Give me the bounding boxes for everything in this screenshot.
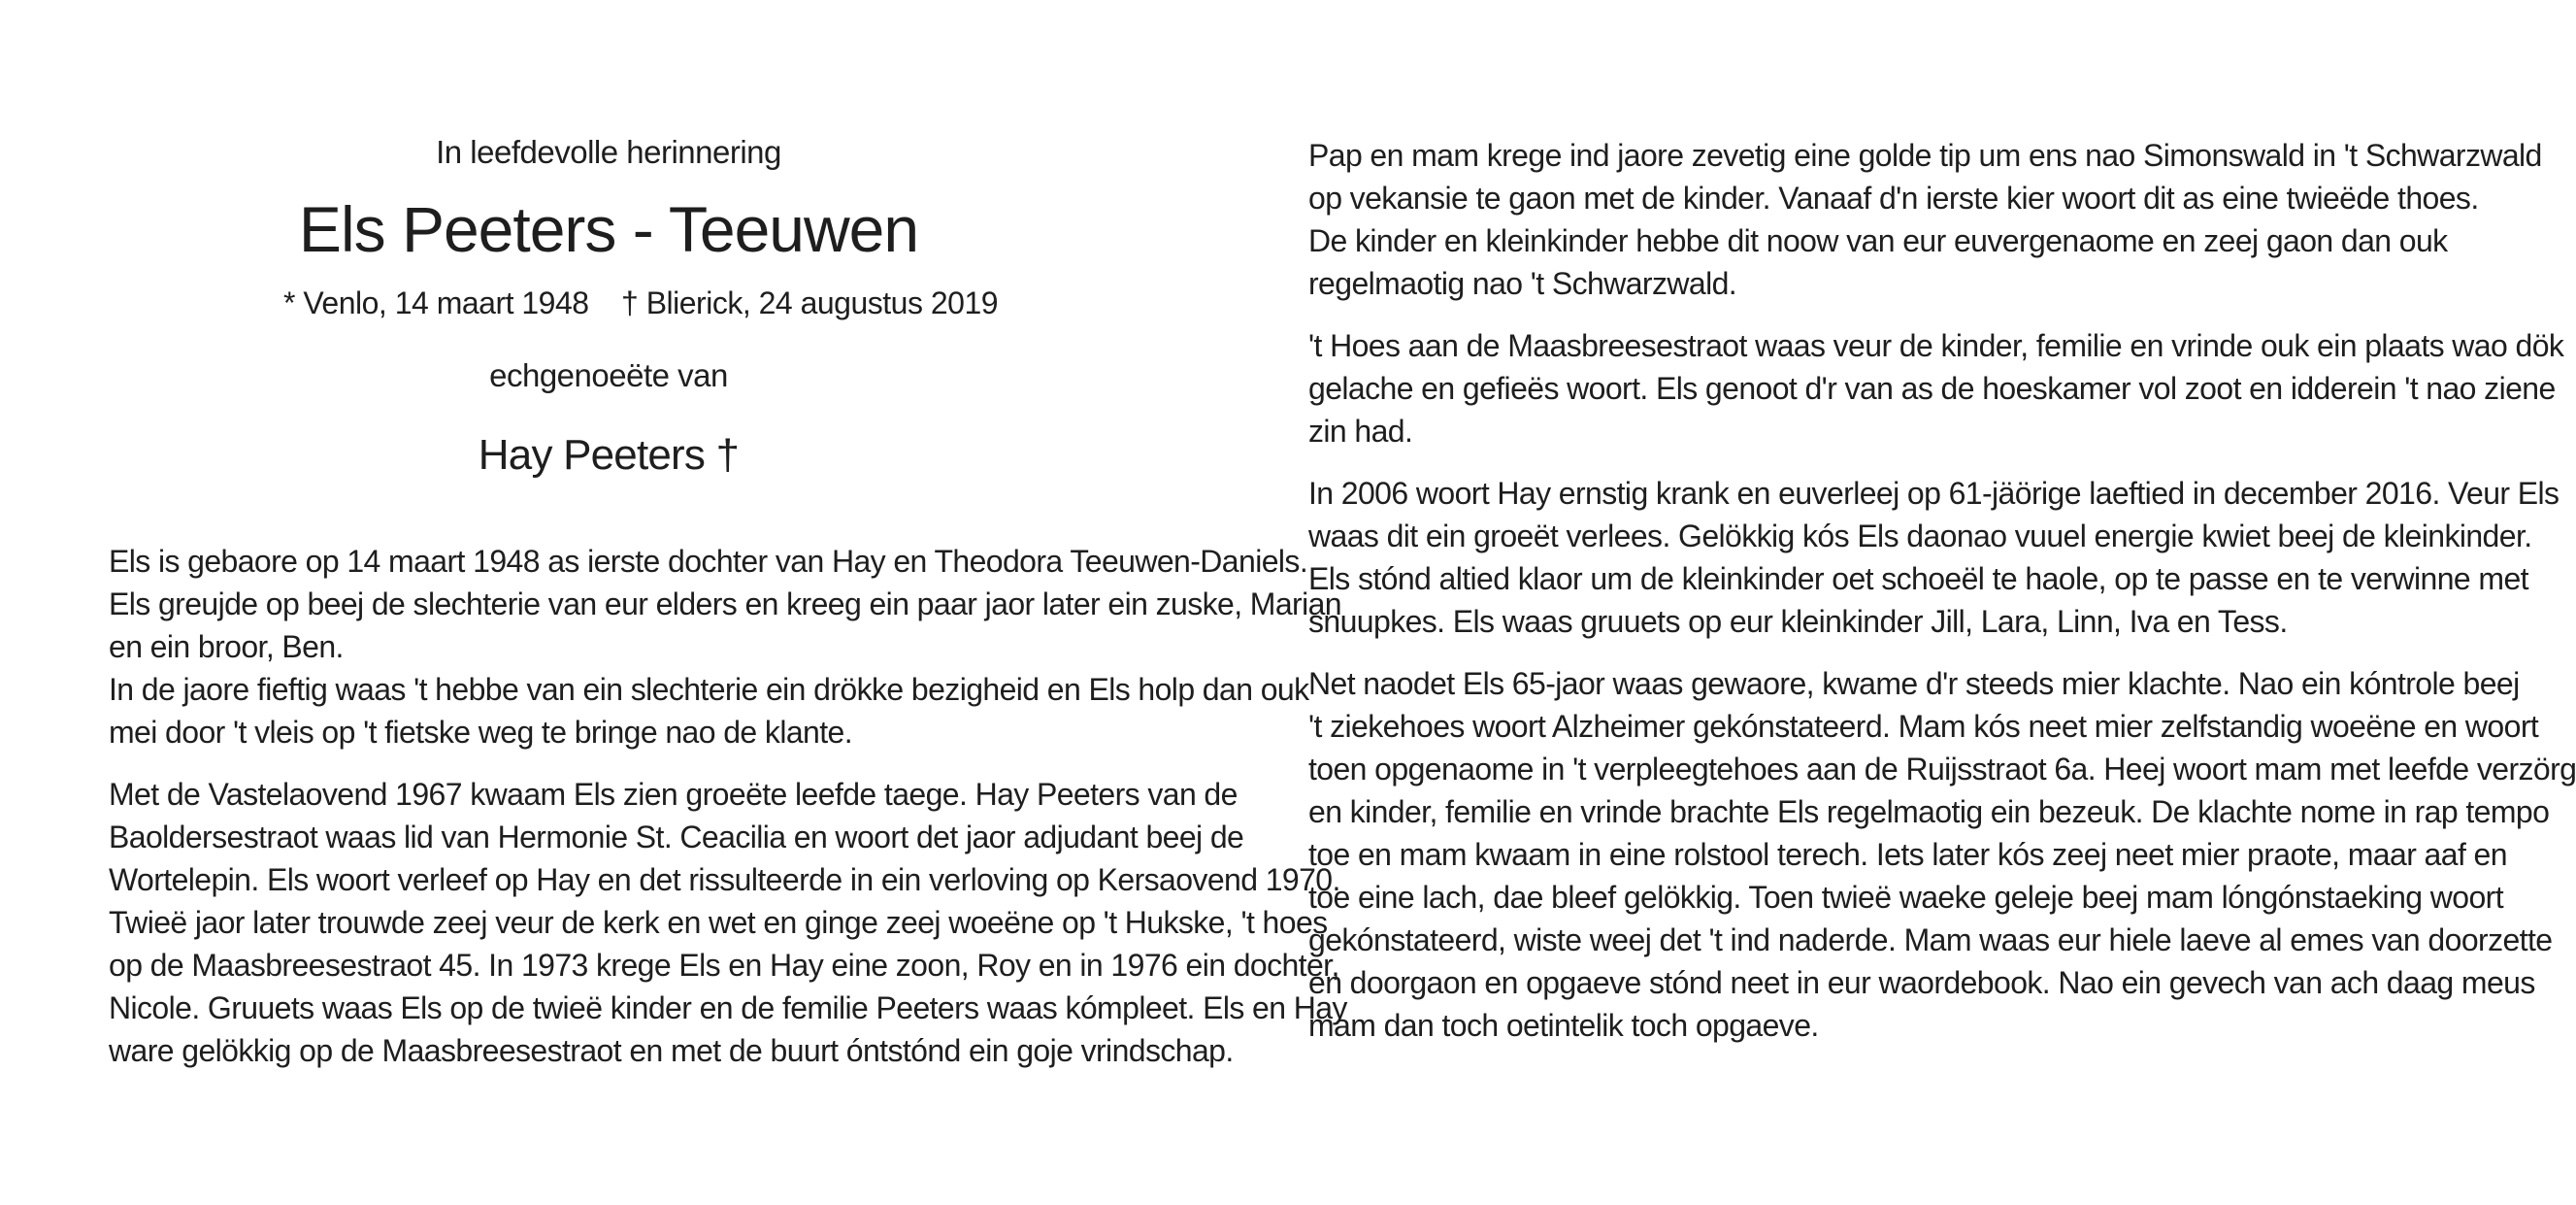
- text-line: Els greujde op beej de slechterie van eur elders en kreeg ein paar jaor later ein zuske, Marian: [109, 586, 1341, 621]
- text-line: toe en mam kwaam in eine rolstool terech. Iets later kós zeej neet mier praote, maar aaf en: [1308, 837, 2507, 872]
- text-line: 't ziekehoes woort Alzheimer gekónstateerd. Mam kós neet mier zelfstandig woeëne en woort: [1308, 709, 2539, 744]
- intro-line: In leefdevolle herinnering: [436, 134, 781, 170]
- paragraph: [1308, 472, 2559, 643]
- spouse-intro: echgenoeëte van: [489, 357, 728, 393]
- paragraph: [1308, 134, 2542, 305]
- text-line: In 2006 woort Hay ernstig krank en euverleej op 61-jäörige laeftied in december 2016. Veur Els: [1308, 476, 2559, 511]
- text-line: Els stónd altied klaor um de kleinkinder oet schoeël te haole, op te passe en te verwinne met: [1308, 561, 2528, 596]
- text-line: op de Maasbreesestraot 45. In 1973 krege Els en Hay eine zoon, Roy en in 1976 ein dochter,: [109, 948, 1339, 983]
- text-line: mei door 't vleis op 't fietske weg te bringe nao de klante.: [109, 715, 853, 750]
- text-line: Net naodet Els 65-jaor waas gewaore, kwame d'r steeds mier klachte. Nao ein kóntrole beej: [1308, 666, 2520, 701]
- text-line: en doorgaon en opgaeve stónd neet in eur waordebook. Nao ein gevech van ach daag meus: [1308, 965, 2535, 1000]
- text-line: snuupkes. Els waas gruuets op eur kleinkinder Jill, Lara, Linn, Iva en Tess.: [1308, 604, 2288, 639]
- text-line: Twieë jaor later trouwde zeej veur de kerk en wet en ginge zeej woeëne op 't Hukske, 't hoes: [109, 905, 1328, 940]
- text-line: gelache en gefieës woort. Els genoot d'r van as de hoeskamer vol zoot en idderein 't nao ziene: [1308, 371, 2556, 406]
- text-line: Pap en mam krege ind jaore zevetig eine golde tip um ens nao Simonswald in 't Schwarzwald: [1308, 138, 2542, 173]
- paragraph: [1308, 662, 2576, 1047]
- paragraph: [109, 540, 1341, 753]
- birth-date: * Venlo, 14 maart 1948: [283, 285, 589, 320]
- text-line: ware gelökkig op de Maasbreesestraot en met de buurt óntstónd ein goje vrindschap.: [109, 1033, 1234, 1068]
- deceased-name: Els Peeters - Teeuwen: [298, 193, 919, 265]
- text-line: regelmaotig nao 't Schwarzwald.: [1308, 266, 1737, 301]
- text-line: toe eine lach, dae bleef gelökkig. Toen twieë waeke geleje beej mam lóngónstaeking woort: [1308, 880, 2503, 915]
- text-line: Wortelepin. Els woort verleef op Hay en det rissulteerde in ein verloving op Kersaovend 1970.: [109, 862, 1340, 897]
- death-date: † Blierick, 24 augustus 2019: [621, 285, 999, 320]
- left-column-text: [109, 540, 1347, 1091]
- text-line: Nicole. Gruuets waas Els op de twieë kinder en de femilie Peeters waas kómpleet. Els en Hay: [109, 990, 1347, 1025]
- text-line: mam dan toch oetintelik toch opgaeve.: [1308, 1008, 1819, 1043]
- text-line: en ein broor, Ben.: [109, 629, 344, 664]
- text-line: Baoldersestraot waas lid van Hermonie St. Ceacilia en woort det jaor adjudant beej de: [109, 820, 1244, 854]
- spouse-name: Hay Peeters †: [478, 431, 740, 479]
- text-line: waas dit ein groeët verlees. Gelökkig kós Els daonao vuuel energie kwiet beej de kleinkinder.: [1308, 519, 2532, 553]
- text-line: De kinder en kleinkinder hebbe dit noow van eur euvergenaome en zeej gaon dan ouk: [1308, 223, 2448, 258]
- text-line: Met de Vastelaovend 1967 kwaam Els zien groeëte leefde taege. Hay Peeters van de: [109, 777, 1238, 812]
- text-line: en kinder, femilie en vrinde brachte Els regelmaotig ein bezeuk. De klachte nome in rap tempo: [1308, 794, 2550, 829]
- text-line: Els is gebaore op 14 maart 1948 as ierste dochter van Hay en Theodora Teeuwen-Daniels.: [109, 544, 1308, 579]
- text-line: zin had.: [1308, 414, 1413, 449]
- paragraph: [1308, 324, 2564, 452]
- text-line: op vekansie te gaon met de kinder. Vanaaf d'n ierste kier woort dit as eine twieëde thoes.: [1308, 181, 2479, 216]
- text-line: gekónstateerd, wiste weej det 't ind naderde. Mam waas eur hiele laeve al emes van doorzette: [1308, 922, 2553, 957]
- text-line: 't Hoes aan de Maasbreesestraot waas veur de kinder, femilie en vrinde ouk ein plaats wao dök: [1308, 328, 2564, 363]
- right-column-text: [1308, 134, 2576, 1066]
- paragraph: [109, 773, 1347, 1072]
- text-line: In de jaore fieftig waas 't hebbe van ein slechterie ein drökke bezigheid en Els holp dan ouk: [109, 672, 1309, 707]
- text-line: toen opgenaome in 't verpleegtehoes aan de Ruijsstraot 6a. Heej woort mam met leefde verzörg: [1308, 752, 2576, 787]
